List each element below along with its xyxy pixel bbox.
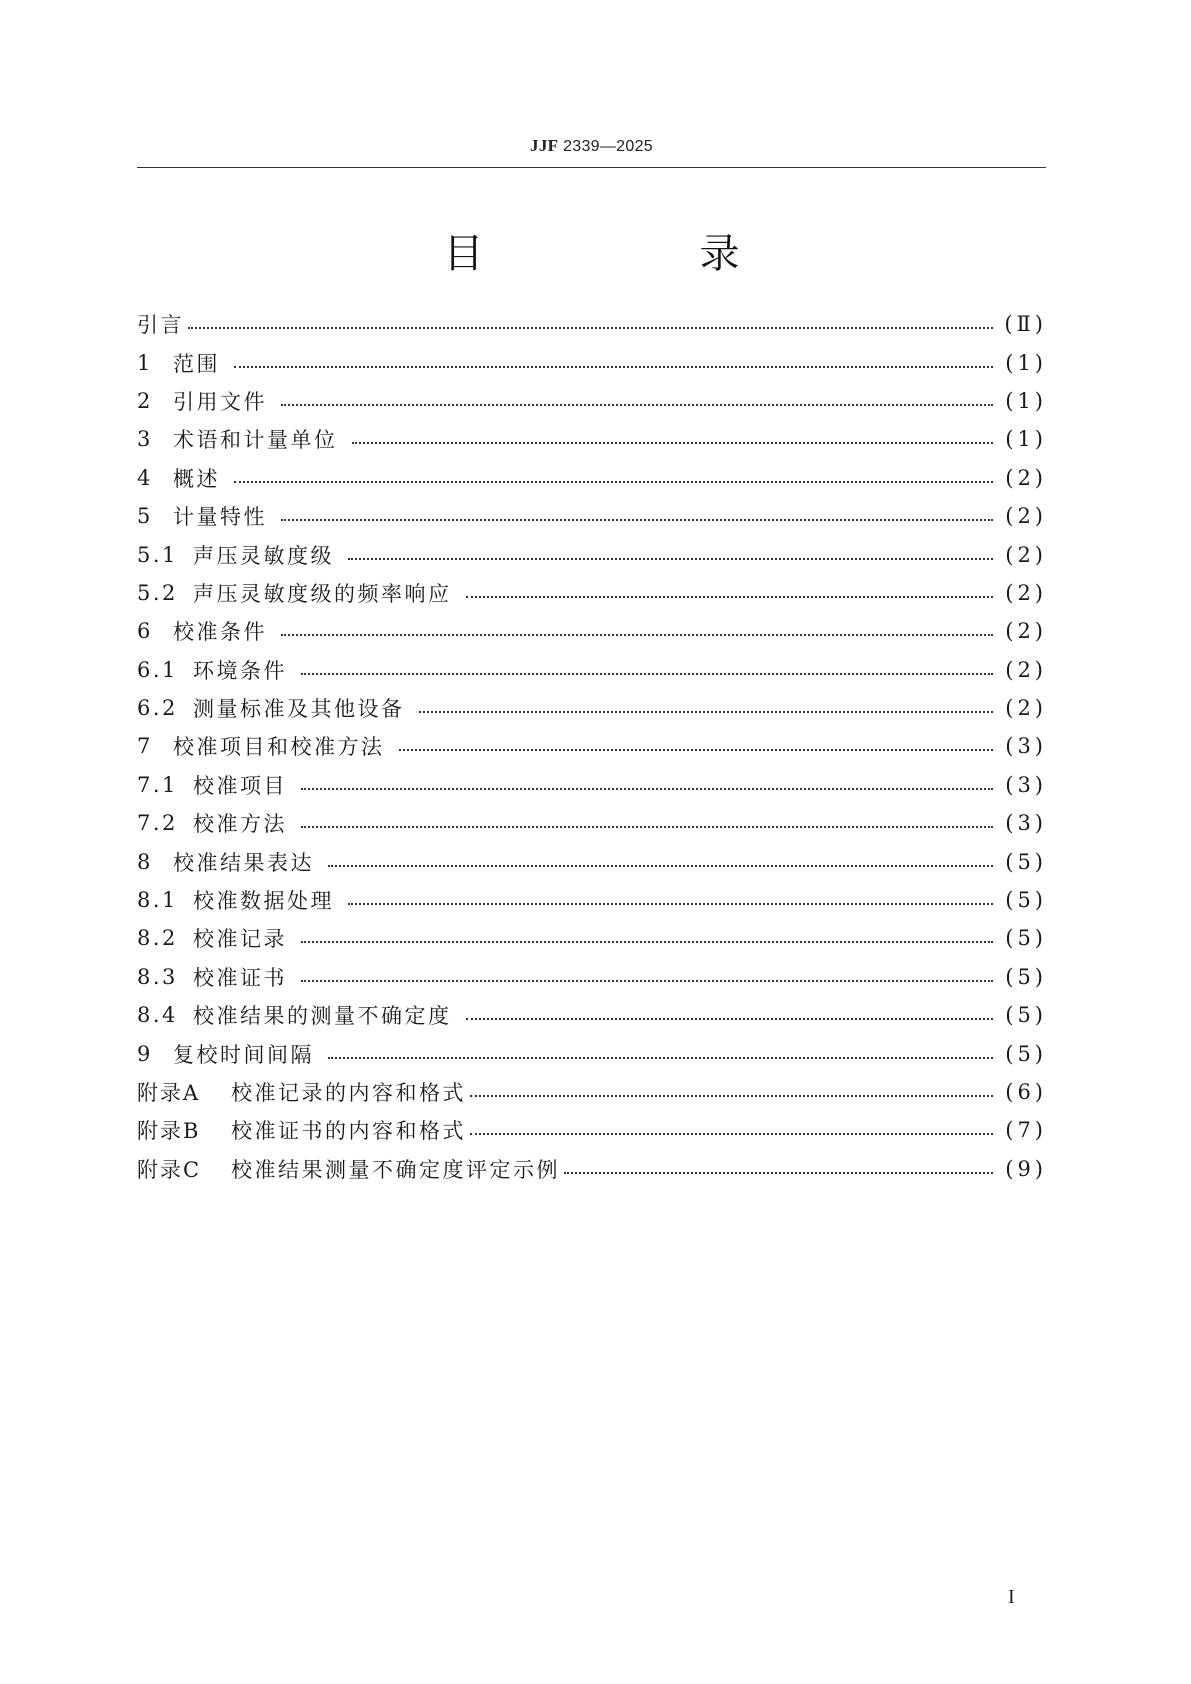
toc-entry-label: 校准证书 [193, 965, 287, 990]
toc-dot-leader [301, 980, 993, 982]
toc-dot-leader [348, 903, 993, 905]
toc-entry-page: (2) [1005, 504, 1047, 529]
toc-entry-label: 引言 [137, 313, 184, 338]
toc-entry-label: 引用文件 [173, 389, 267, 414]
toc-entry-number: 7 [137, 734, 153, 759]
toc-entry[interactable] [137, 535, 1047, 573]
toc-entry-label: 校准项目 [193, 773, 287, 798]
toc-entry-page: (3) [1005, 772, 1047, 797]
toc-dot-leader [470, 1133, 993, 1135]
toc-entry-label: 校准条件 [173, 620, 267, 645]
toc-entry-label: 校准结果表达 [173, 850, 314, 875]
toc-entry-label: 校准项目和校准方法 [173, 735, 385, 760]
toc-dot-leader [281, 519, 993, 521]
toc-entry[interactable] [137, 958, 1047, 996]
toc-entry-number: 8.1 [137, 888, 178, 913]
toc-entry-label: 环境条件 [193, 658, 287, 683]
toc-entry[interactable] [137, 727, 1047, 765]
toc-dot-leader [470, 1095, 993, 1097]
toc-dot-leader [281, 634, 993, 636]
toc-entry-label: 计量特性 [173, 505, 267, 530]
toc-dot-leader [301, 941, 993, 943]
toc-entry-page: (2) [1005, 580, 1047, 605]
toc-entry-page: (5) [1005, 1041, 1047, 1066]
toc-entry[interactable] [137, 1073, 1047, 1111]
toc-entry[interactable] [137, 1034, 1047, 1072]
toc-entry[interactable] [137, 996, 1047, 1034]
document-code-header [137, 136, 1046, 156]
toc-entry-label: 校准数据处理 [193, 889, 334, 914]
toc-entry-number: 附录A [137, 1081, 201, 1105]
toc-entry-label: 测量标准及其他设备 [193, 697, 405, 722]
table-of-contents [137, 305, 1047, 1188]
toc-entry-number: 9 [137, 1041, 153, 1066]
toc-dot-leader [399, 749, 994, 751]
toc-entry[interactable] [137, 382, 1047, 420]
toc-entry-page: (5) [1005, 888, 1047, 913]
toc-entry-page: (Ⅱ) [1004, 312, 1047, 337]
toc-entry-page: (3) [1005, 811, 1047, 836]
toc-entry[interactable] [137, 1111, 1047, 1149]
toc-entry-page: (7) [1005, 1118, 1047, 1143]
toc-entry-number: 5 [137, 504, 153, 529]
toc-title: 目 录 [443, 231, 828, 277]
toc-entry[interactable] [137, 842, 1047, 880]
toc-entry-label: 概述 [173, 466, 220, 491]
toc-entry-number: 6.2 [137, 696, 178, 721]
toc-entry-page: (5) [1005, 926, 1047, 951]
toc-entry-number: 8.4 [137, 1003, 178, 1028]
toc-entry-number: 附录B [137, 1119, 201, 1144]
toc-entry[interactable] [137, 612, 1047, 650]
toc-dot-leader [564, 1172, 993, 1174]
toc-entry-number: 8.2 [137, 926, 178, 951]
toc-entry-label: 范围 [173, 351, 220, 376]
toc-entry-number: 5.2 [137, 580, 178, 605]
toc-entry-label: 校准证书的内容和格式 [231, 1119, 466, 1144]
toc-entry-page: (2) [1005, 657, 1047, 682]
toc-entry-number: 3 [137, 427, 153, 452]
toc-entry-page: (5) [1005, 1003, 1047, 1028]
toc-entry-page: (5) [1005, 849, 1047, 874]
toc-entry[interactable] [137, 343, 1047, 381]
toc-entry-number: 2 [137, 388, 153, 413]
page-number: I [1008, 1586, 1015, 1608]
toc-entry[interactable] [137, 459, 1047, 497]
toc-entry-label: 复校时间间隔 [173, 1042, 314, 1067]
toc-entry[interactable] [137, 420, 1047, 458]
toc-entry-page: (9) [1005, 1156, 1047, 1181]
toc-entry[interactable] [137, 689, 1047, 727]
document-code-number: 2339—2025 [563, 138, 653, 155]
toc-entry-label: 校准结果测量不确定度评定示例 [231, 1157, 560, 1182]
toc-entry-label: 校准结果的测量不确定度 [193, 1004, 452, 1029]
toc-dot-leader [419, 711, 994, 713]
toc-entry-label: 校准记录 [193, 927, 287, 952]
toc-dot-leader [466, 1018, 994, 1020]
toc-entry-label: 声压灵敏度级的频率响应 [193, 581, 452, 606]
toc-entry[interactable] [137, 1150, 1047, 1188]
toc-dot-leader [234, 366, 993, 368]
toc-dot-leader [328, 1057, 993, 1059]
document-code-prefix: JJF [530, 136, 559, 155]
toc-entry-number: 附录C [137, 1157, 202, 1182]
toc-entry-label: 校准方法 [193, 812, 287, 837]
toc-entry[interactable] [137, 766, 1047, 804]
toc-entry[interactable] [137, 651, 1047, 689]
toc-entry[interactable] [137, 919, 1047, 957]
toc-dot-leader [281, 404, 993, 406]
toc-entry-label: 术语和计量单位 [173, 428, 338, 453]
toc-entry-number: 8 [137, 849, 153, 874]
toc-entry-number: 6.1 [137, 657, 178, 682]
toc-entry-page: (3) [1005, 734, 1047, 759]
toc-entry-number: 4 [137, 465, 153, 490]
toc-entry[interactable] [137, 804, 1047, 842]
toc-entry-page: (2) [1005, 696, 1047, 721]
toc-entry[interactable] [137, 305, 1047, 343]
toc-dot-leader [328, 865, 993, 867]
toc-dot-leader [352, 442, 994, 444]
toc-entry-page: (1) [1005, 350, 1047, 375]
toc-dot-leader [188, 327, 993, 329]
toc-dot-leader [234, 481, 993, 483]
toc-dot-leader [466, 596, 994, 598]
toc-dot-leader [301, 673, 993, 675]
toc-entry-label: 声压灵敏度级 [193, 543, 334, 568]
toc-entry-number: 6 [137, 619, 153, 644]
toc-entry-page: (1) [1005, 427, 1047, 452]
toc-entry-page: (2) [1005, 542, 1047, 567]
toc-dot-leader [348, 558, 993, 560]
toc-entry-page: (2) [1005, 465, 1047, 490]
header-rule [137, 167, 1046, 168]
toc-entry-number: 7.2 [137, 811, 178, 836]
toc-entry-page: (5) [1005, 964, 1047, 989]
toc-entry[interactable] [137, 574, 1047, 612]
toc-entry[interactable] [137, 881, 1047, 919]
toc-entry-number: 7.1 [137, 772, 178, 797]
toc-entry-page: (1) [1005, 388, 1047, 413]
toc-entry-number: 8.3 [137, 964, 178, 989]
toc-dot-leader [301, 788, 993, 790]
toc-entry-number: 1 [137, 350, 153, 375]
toc-entry-label: 校准记录的内容和格式 [231, 1081, 466, 1105]
toc-entry[interactable] [137, 497, 1047, 535]
toc-entry-page: (6) [1005, 1080, 1047, 1104]
toc-dot-leader [301, 826, 993, 828]
toc-entry-page: (2) [1005, 619, 1047, 644]
toc-entry-number: 5.1 [137, 542, 178, 567]
